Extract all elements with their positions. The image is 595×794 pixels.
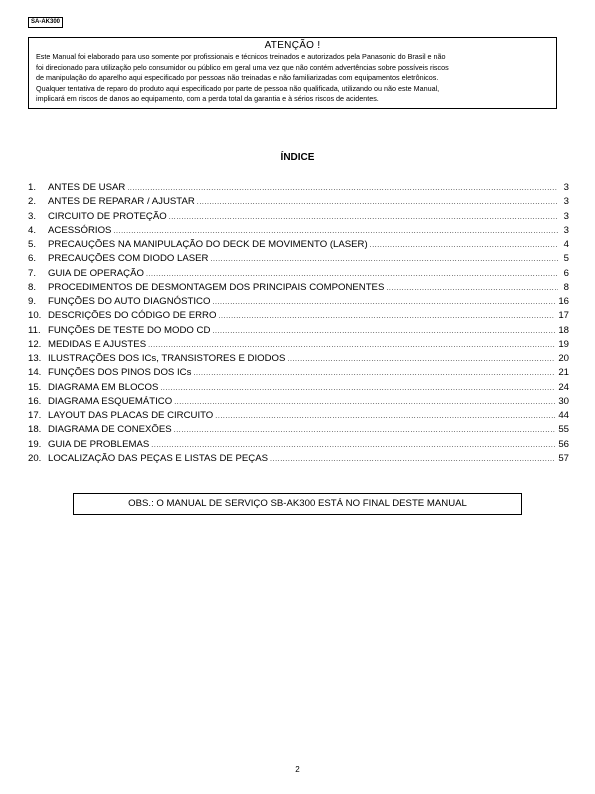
toc-entry[interactable]	[28, 238, 569, 252]
toc-leader	[148, 339, 555, 353]
toc-entry[interactable]	[28, 309, 569, 323]
toc-leader	[127, 182, 558, 196]
toc-number: 18.	[28, 424, 42, 436]
toc-page: 6	[563, 267, 569, 279]
warning-line: de manipulação do aparelho aqui especificado por pessoas não treinadas e não familiarizadas com equipamentos eletrônicos.	[36, 73, 439, 83]
toc-number: 2.	[28, 196, 37, 208]
toc-title: ANTES DE REPARAR / AJUSTAR	[48, 196, 195, 208]
toc-entry[interactable]	[28, 195, 569, 209]
toc-number: 12.	[28, 338, 42, 350]
toc-title: PROCEDIMENTOS DE DESMONTAGEM DOS PRINCIPAIS COMPONENTES	[48, 281, 385, 293]
toc-leader	[287, 353, 555, 367]
warning-title: ATENÇÃO !	[264, 40, 321, 51]
toc-leader	[174, 396, 555, 410]
toc-page: 8	[563, 281, 569, 293]
toc-title: DIAGRAMA DE CONEXÕES	[48, 424, 172, 436]
warning-text	[36, 52, 549, 105]
page-number: 2	[295, 765, 300, 774]
toc-page: 30	[558, 395, 569, 407]
table-of-contents	[28, 181, 569, 466]
warning-line: foi direcionado para utilização pelo consumidor ou público em geral uma vez que não contém advertências sobre possíveis riscos	[36, 62, 449, 72]
toc-entry[interactable]	[28, 409, 569, 423]
toc-page: 3	[563, 196, 569, 208]
index-title: ÍNDICE	[280, 152, 315, 163]
toc-number: 7.	[28, 267, 37, 279]
toc-entry[interactable]	[28, 423, 569, 437]
toc-number: 11.	[28, 324, 41, 336]
toc-page: 21	[558, 367, 569, 379]
toc-number: 20.	[28, 452, 42, 464]
toc-title: GUIA DE OPERAÇÃO	[48, 267, 144, 279]
toc-entry[interactable]	[28, 210, 569, 224]
toc-leader	[210, 253, 558, 267]
toc-entry[interactable]	[28, 295, 569, 309]
toc-leader	[218, 310, 555, 324]
toc-title: DESCRIÇÕES DO CÓDIGO DE ERRO	[48, 310, 217, 322]
toc-leader	[212, 296, 555, 310]
toc-number: 6.	[28, 253, 37, 265]
toc-entry[interactable]	[28, 267, 569, 281]
toc-page: 19	[558, 338, 569, 350]
toc-page: 4	[563, 239, 569, 250]
toc-number: 14.	[28, 367, 42, 379]
toc-leader	[197, 196, 558, 210]
toc-entry[interactable]	[28, 224, 569, 238]
toc-number: 8.	[28, 281, 37, 293]
toc-entry[interactable]	[28, 366, 569, 380]
toc-page: 44	[558, 410, 569, 421]
toc-page: 16	[558, 296, 569, 307]
toc-title: DIAGRAMA EM BLOCOS	[48, 381, 159, 393]
toc-leader	[370, 239, 558, 253]
toc-entry[interactable]	[28, 281, 569, 295]
toc-number: 16.	[28, 395, 42, 407]
toc-entry[interactable]	[28, 438, 569, 452]
toc-page: 3	[563, 224, 569, 236]
toc-title: GUIA DE PROBLEMAS	[48, 438, 150, 450]
toc-number: 9.	[28, 296, 37, 307]
toc-leader	[174, 424, 556, 438]
warning-line: Este Manual foi elaborado para uso somente por profissionais e técnicos treinados e autorizados pela Panasonic do Brasil e não	[36, 52, 446, 61]
toc-page: 3	[563, 182, 569, 193]
toc-number: 19.	[28, 438, 42, 450]
toc-number: 15.	[28, 381, 42, 393]
toc-number: 17.	[28, 410, 42, 421]
toc-leader	[160, 382, 555, 396]
toc-page: 56	[558, 438, 569, 450]
toc-leader	[169, 211, 558, 225]
toc-number: 4.	[28, 224, 37, 236]
warning-line: implicará em riscos de danos ao equipamento, com a perda total da garantia e à sérios riscos de acidentes.	[36, 94, 379, 104]
toc-leader	[146, 268, 558, 282]
service-manual-note: OBS.: O MANUAL DE SERVIÇO SB-AK300 ESTÁ NO FINAL DESTE MANUAL	[73, 493, 522, 515]
toc-leader	[212, 325, 555, 339]
toc-title: FUNÇÕES DOS PINOS DOS ICs	[48, 367, 192, 379]
toc-number: 10.	[28, 310, 42, 322]
toc-number: 13.	[28, 353, 42, 364]
toc-leader	[113, 225, 558, 239]
toc-title: ACESSÓRIOS	[48, 224, 112, 236]
toc-title: ANTES DE USAR	[48, 182, 126, 193]
toc-entry[interactable]	[28, 324, 569, 338]
toc-leader	[386, 282, 558, 296]
toc-title: FUNÇÕES DO AUTO DIAGNÓSTICO	[48, 296, 211, 307]
toc-title: PRECAUÇÕES COM DIODO LASER	[48, 253, 209, 265]
toc-leader	[193, 367, 555, 381]
toc-leader	[215, 410, 555, 424]
toc-page: 17	[558, 310, 569, 322]
toc-number: 5.	[28, 239, 37, 250]
toc-title: FUNÇÕES DE TESTE DO MODO CD	[48, 324, 211, 336]
toc-entry[interactable]	[28, 381, 569, 395]
warning-line: Qualquer tentativa de reparo do produto aqui especificado por parte de pessoa não qualificada, utilizando ou não este Manual,	[36, 83, 440, 93]
toc-page: 55	[558, 424, 569, 436]
toc-page: 24	[558, 381, 569, 393]
toc-number: 3.	[28, 210, 37, 222]
model-tag: SA-AK300	[28, 17, 63, 28]
toc-entry[interactable]	[28, 181, 569, 195]
toc-page: 20	[558, 353, 569, 364]
toc-leader	[151, 439, 555, 453]
toc-title: LAYOUT DAS PLACAS DE CIRCUITO	[48, 410, 214, 421]
toc-title: ILUSTRAÇÕES DOS ICs, TRANSISTORES E DIODOS	[48, 353, 286, 364]
toc-title: CIRCUITO DE PROTEÇÃO	[48, 210, 167, 222]
toc-entry[interactable]	[28, 452, 569, 466]
toc-page: 18	[558, 324, 569, 336]
warning-box	[28, 37, 557, 109]
toc-number: 1.	[28, 182, 37, 193]
toc-entry[interactable]	[28, 395, 569, 409]
toc-page: 5	[563, 253, 569, 265]
toc-title: LOCALIZAÇÃO DAS PEÇAS E LISTAS DE PEÇAS	[48, 452, 269, 464]
toc-page: 3	[563, 210, 569, 222]
toc-title: MEDIDAS E AJUSTES	[48, 338, 147, 350]
toc-leader	[270, 453, 555, 467]
toc-entry[interactable]	[28, 352, 569, 366]
toc-entry[interactable]	[28, 252, 569, 266]
toc-title: DIAGRAMA ESQUEMÁTICO	[48, 395, 173, 407]
toc-title: PRECAUÇÕES NA MANIPULAÇÃO DO DECK DE MOVIMENTO (LASER)	[48, 239, 368, 250]
toc-page: 57	[558, 452, 569, 464]
toc-entry[interactable]	[28, 338, 569, 352]
